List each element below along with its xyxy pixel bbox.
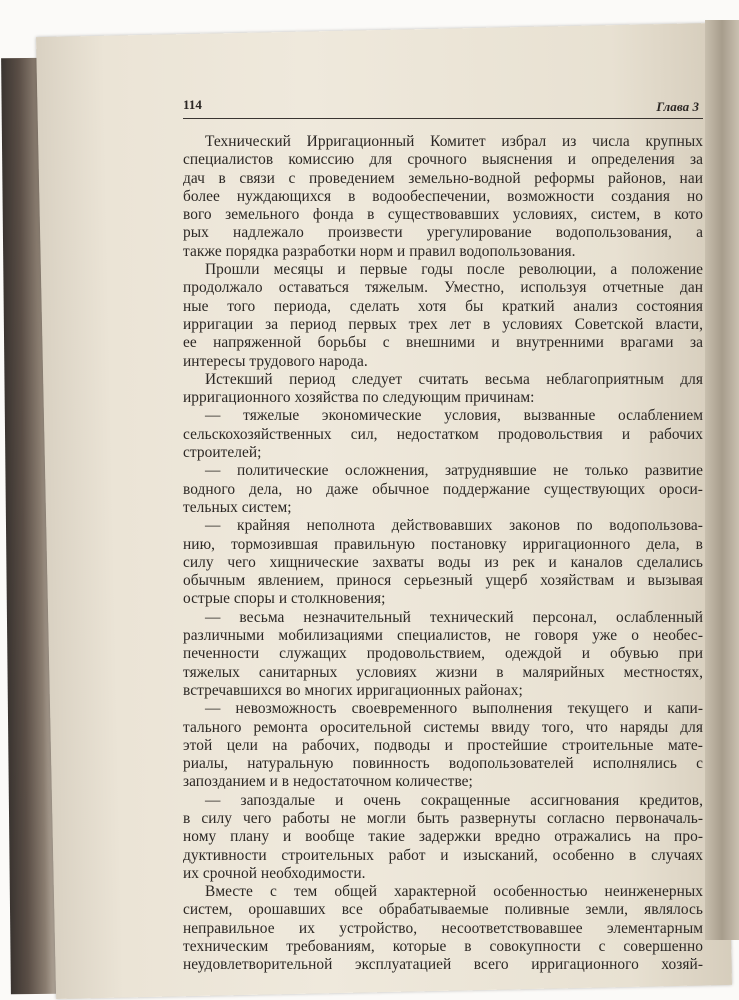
text-line: продолжало оставаться тяжелым. Уместно, используя отчетные дан bbox=[183, 279, 703, 297]
text-line: ные того периода, сделать хотя бы краткий анализ состояния bbox=[183, 297, 703, 315]
text-line: — запоздалые и очень сокращенные ассигнования кредитов, bbox=[205, 791, 703, 809]
text-line: ирригационного хозяйства по следующим причинам: bbox=[183, 389, 535, 407]
text-line: — весьма незначительный технический персонал, ослабленный bbox=[205, 608, 703, 626]
text-line: тельных систем; bbox=[183, 498, 292, 516]
page-spine-shadow bbox=[705, 20, 739, 940]
text-line: ирригации за период первых трех лет в условиях Советской власти, bbox=[183, 315, 703, 333]
text-line: ее напряженной борьбы с внешними и внутренними врагами за bbox=[183, 334, 703, 352]
text-line: дуктивности строительных работ и изысканий, особенно в случаях bbox=[183, 846, 703, 864]
page-number: 114 bbox=[183, 97, 202, 112]
text-line: более нуждающихся в водообеспечении, возможности создания но bbox=[183, 187, 703, 205]
text-line: — тяжелые экономические условия, вызванные ослаблением bbox=[205, 407, 703, 425]
text-line: силу чего хищнические захваты воды из рек и каналов сделались bbox=[183, 553, 703, 571]
text-line: различными мобилизациями специалистов, не говоря уже о необес- bbox=[183, 627, 703, 645]
text-line: сельскохозяйственных сил, недостатком продовольствия и рабочих bbox=[183, 425, 703, 443]
text-line: их срочной необходимости. bbox=[183, 864, 366, 882]
running-header bbox=[183, 96, 703, 119]
text-line: — политические осложнения, затруднявшие не только развитие bbox=[205, 462, 703, 480]
text-line: неудовлетворительной эксплуатацией всего ирригационного хозяй- bbox=[183, 956, 703, 974]
text-line: встречавшихся во многих ирригационных районах; bbox=[183, 681, 523, 699]
text-line: в силу чего работы не могли быть развернуты согласно первоначаль- bbox=[183, 809, 703, 827]
text-line: Истекший период следует считать весьма неблагоприятным для bbox=[205, 370, 703, 388]
text-line: интересы трудового народа. bbox=[183, 352, 368, 370]
text-line: техническим требованиям, которые в совокупности с совершенно bbox=[183, 938, 703, 956]
text-line: неправильное их устройство, несоответствовавшее элементарным bbox=[183, 919, 703, 937]
text-line: Вместе с тем общей характерной особенностью неинженерных bbox=[205, 883, 703, 901]
text-line: — невозможность своевременного выполнения текущего и капи- bbox=[205, 700, 703, 718]
text-line: острые споры и столкновения; bbox=[183, 590, 386, 608]
text-line: обычным явлением, принося серьезный ущерб хозяйствам и вызывая bbox=[183, 572, 703, 590]
text-line: запозданием и в недостаточном количестве; bbox=[183, 773, 473, 791]
page-content bbox=[183, 96, 703, 975]
text-line: печенности служащих продовольствием, одеждой и обувью при bbox=[183, 645, 703, 663]
text-line: Технический Ирригационный Комитет избрал из числа крупных bbox=[205, 133, 703, 150]
chapter-label: Глава 3 bbox=[656, 99, 699, 114]
text-line: специалистов комиссию для срочного выяснения и определения за bbox=[183, 151, 703, 169]
text-line: тяжелых санитарных условиях жизни в малярийных местностях, bbox=[183, 663, 703, 681]
text-line: дач в связи с проведением земельно-водной реформы районов, наи bbox=[183, 169, 703, 187]
text-line: также порядка разработки норм и правил водопользования. bbox=[183, 242, 576, 260]
text-line: водного дела, но даже обычное поддержание существующих ороси- bbox=[183, 480, 703, 498]
text-line: рых надлежало произвести урегулирование водопользования, а bbox=[183, 224, 703, 242]
text-line: строителей; bbox=[183, 444, 262, 462]
text-line: нию, тормозившая правильную постановку ирригационного дела, в bbox=[183, 535, 703, 553]
text-line: тального ремонта оросительной системы ввиду того, что наряды для bbox=[183, 718, 703, 736]
body-text bbox=[183, 133, 703, 975]
text-line: — крайняя неполнота действовавших законов по водопользова- bbox=[205, 517, 703, 535]
text-line: риалы, натуральную повинность водопользователей исполнялись с bbox=[183, 755, 703, 773]
text-line: этой цели на рабочих, подводы и простейшие строительные мате- bbox=[183, 736, 703, 754]
text-line: ному плану и вообще такие задержки вредно отражались на про- bbox=[183, 828, 703, 846]
text-line: вого земельного фонда в существовавших условиях, систем, в кото bbox=[183, 206, 703, 224]
text-line: Прошли месяцы и первые годы после революции, а положение bbox=[205, 261, 703, 279]
text-line: систем, орошавших все обрабатываемые поливные земли, являлось bbox=[183, 901, 703, 919]
